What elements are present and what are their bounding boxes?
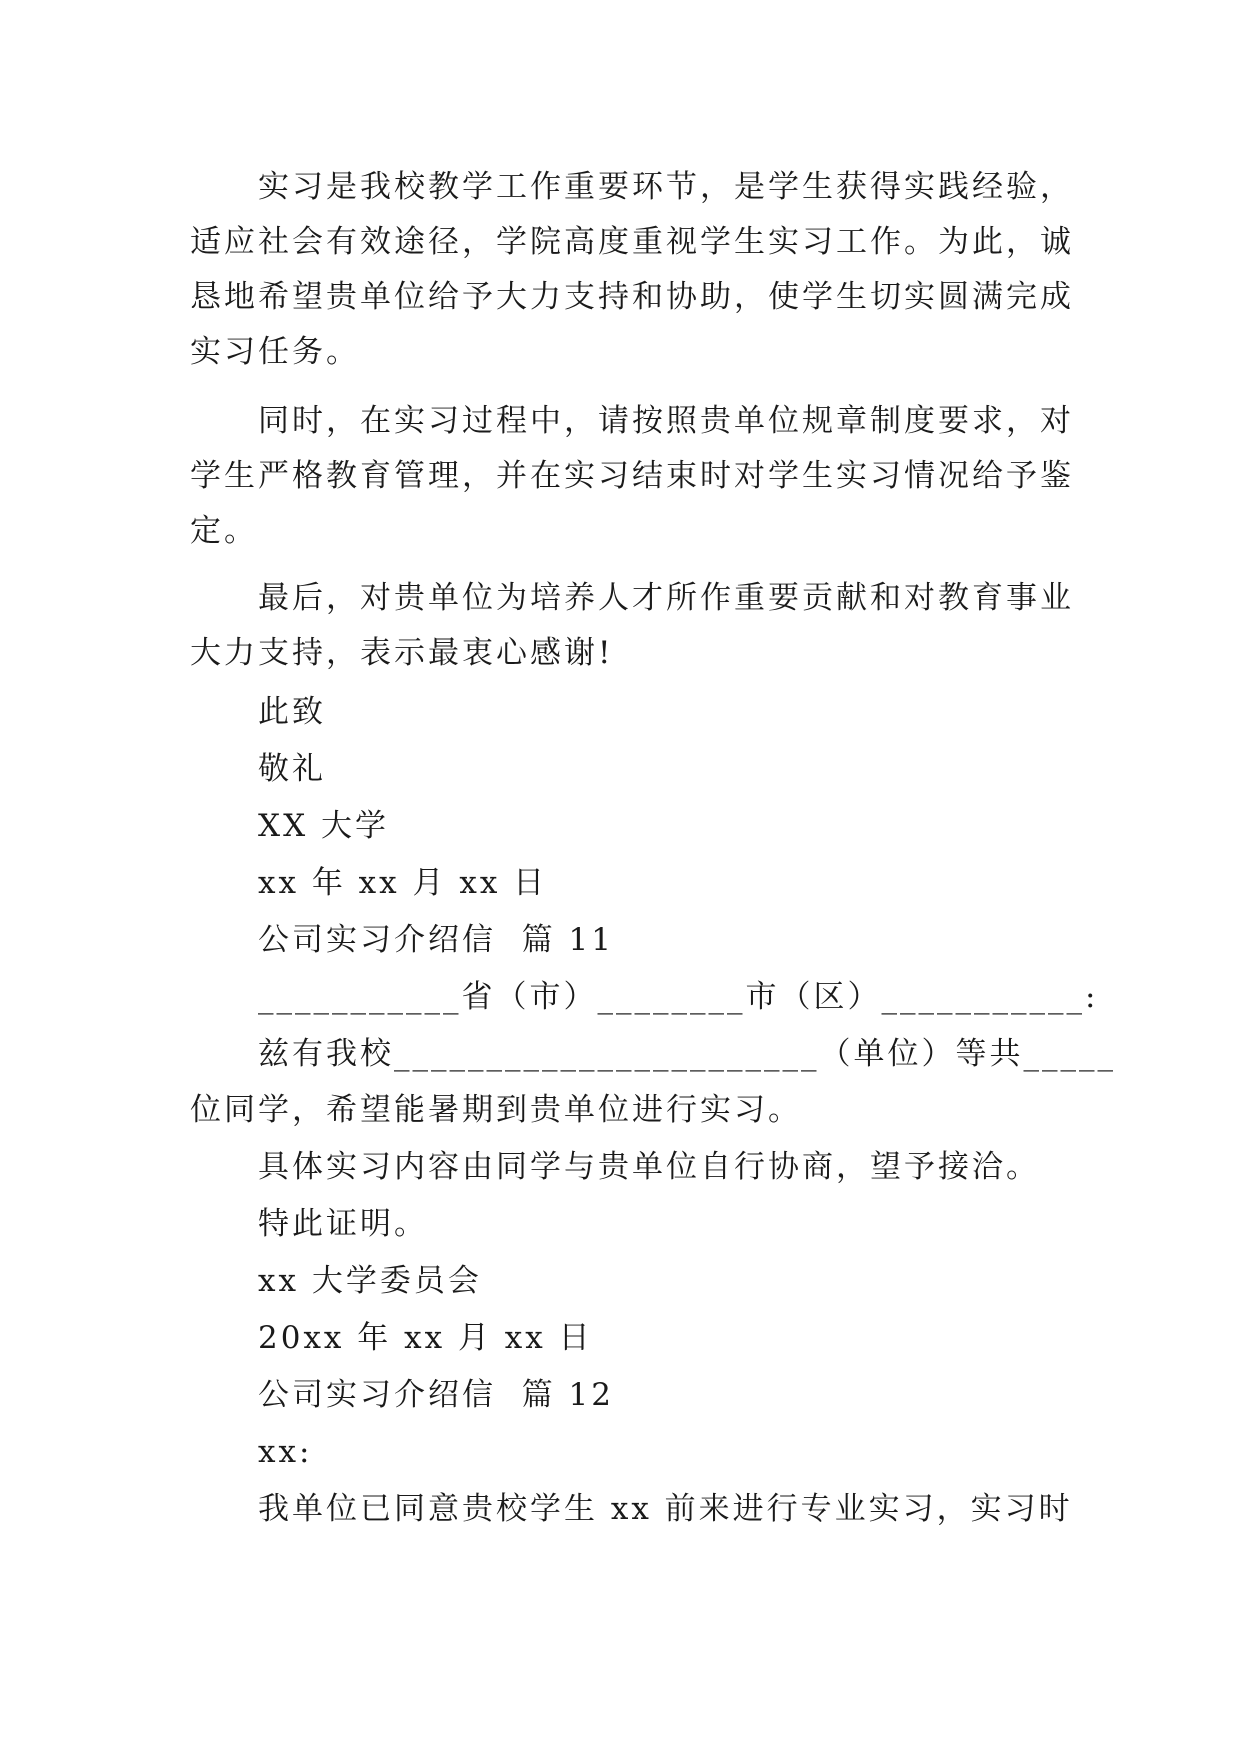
paragraph-6: 特此证明。 — [258, 1206, 428, 1242]
paragraph-1-line-2: 适应社会有效途径，学院高度重视学生实习工作。为此，诚 — [190, 224, 1074, 260]
signature-committee: xx 大学委员会 — [258, 1263, 482, 1299]
paragraph-2-line-3: 定。 — [190, 513, 258, 549]
paragraph-5: 具体实习内容由同学与贵单位自行协商，望予接洽。 — [258, 1149, 1040, 1185]
paragraph-2-line-2: 学生严格教育管理，并在实习结束时对学生实习情况给予鉴 — [190, 458, 1074, 494]
date-line-2: 20xx 年 xx 月 xx 日 — [258, 1320, 593, 1356]
heading-letter-11: 公司实习介绍信 篇 11 — [258, 922, 615, 958]
date-line-1: xx 年 xx 月 xx 日 — [258, 865, 548, 901]
paragraph-3-line-1: 最后，对贵单位为培养人才所作重要贡献和对教育事业 — [258, 580, 1074, 616]
closing-salute: 敬礼 — [258, 751, 326, 787]
address-line: ___________省（市）________市（区）___________: — [258, 979, 1099, 1015]
salutation: xx: — [258, 1434, 313, 1470]
paragraph-7: 我单位已同意贵校学生 xx 前来进行专业实习，实习时 — [258, 1491, 1073, 1527]
paragraph-1-line-1: 实习是我校教学工作重要环节，是学生获得实践经验， — [258, 169, 1074, 205]
paragraph-1-line-4: 实习任务。 — [190, 334, 360, 370]
paragraph-4-line-1: 兹有我校_______________________（单位）等共_____ — [258, 1036, 1116, 1072]
signature-university: XX 大学 — [258, 808, 389, 844]
paragraph-1-line-3: 恳地希望贵单位给予大力支持和协助，使学生切实圆满完成 — [190, 279, 1074, 315]
paragraph-2-line-1: 同时，在实习过程中，请按照贵单位规章制度要求，对 — [258, 403, 1074, 439]
heading-letter-12: 公司实习介绍信 篇 12 — [258, 1377, 615, 1413]
closing-greeting: 此致 — [258, 694, 326, 730]
paragraph-4-line-2: 位同学，希望能暑期到贵单位进行实习。 — [190, 1092, 802, 1128]
paragraph-3-line-2: 大力支持，表示最衷心感谢! — [190, 635, 614, 671]
